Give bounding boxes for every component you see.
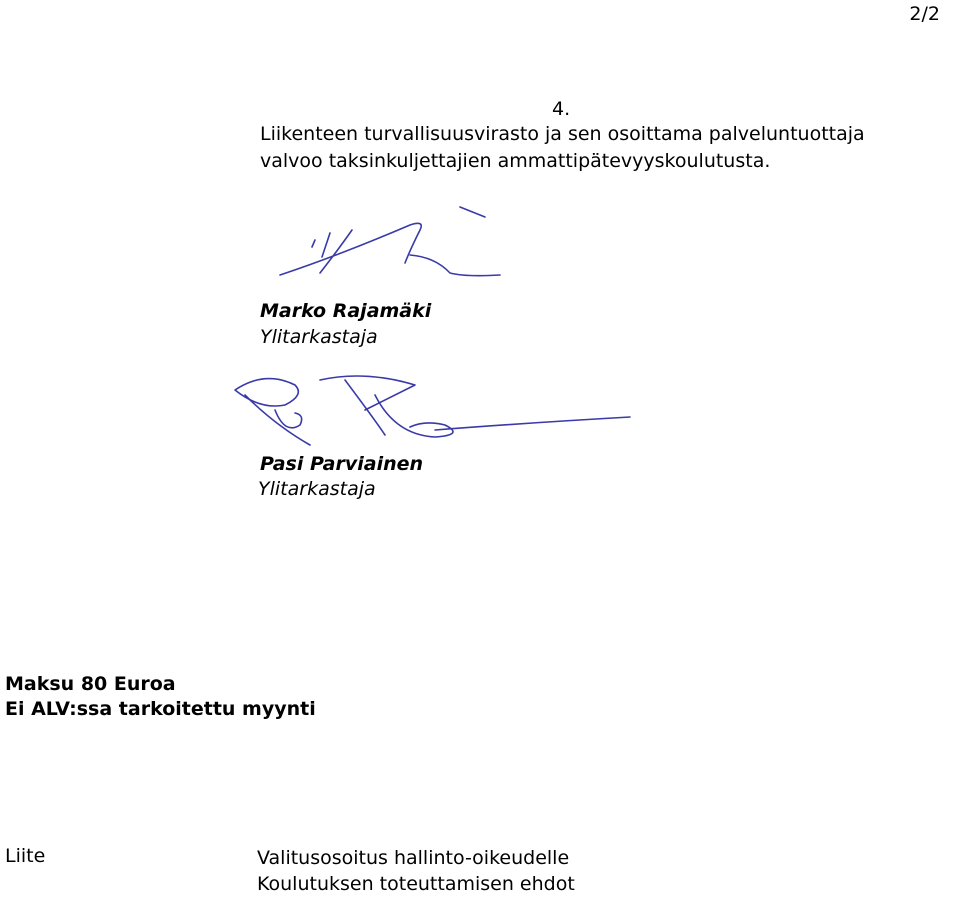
- signer-title-1: Ylitarkastaja: [260, 326, 378, 348]
- attachment-label: Liite: [5, 845, 46, 867]
- attachment-item: Valitusosoitus hallinto-oikeudelle: [257, 847, 570, 869]
- section-body-text: [260, 121, 865, 175]
- section-number: 4.: [552, 98, 571, 120]
- fee-amount: Maksu 80 Euroa: [5, 673, 176, 695]
- page-number: 2/2: [909, 3, 940, 25]
- fee-info: [5, 672, 316, 722]
- attachment-list: [257, 845, 575, 897]
- signature-pasi-parviainen: [225, 365, 635, 460]
- vat-note: Ei ALV:ssa tarkoitettu myynti: [5, 698, 316, 720]
- signer-name-1: Marko Rajamäki: [260, 300, 432, 322]
- signer-title-2: Ylitarkastaja: [258, 478, 376, 500]
- section-line: valvoo taksinkuljettajien ammattipätevyyskoulutusta.: [260, 150, 771, 172]
- section-line: Liikenteen turvallisuusvirasto ja sen osoittama palveluntuottaja: [260, 123, 865, 145]
- attachment-item: Koulutuksen toteuttamisen ehdot: [257, 873, 575, 895]
- signer-name-2: Pasi Parviainen: [260, 453, 424, 475]
